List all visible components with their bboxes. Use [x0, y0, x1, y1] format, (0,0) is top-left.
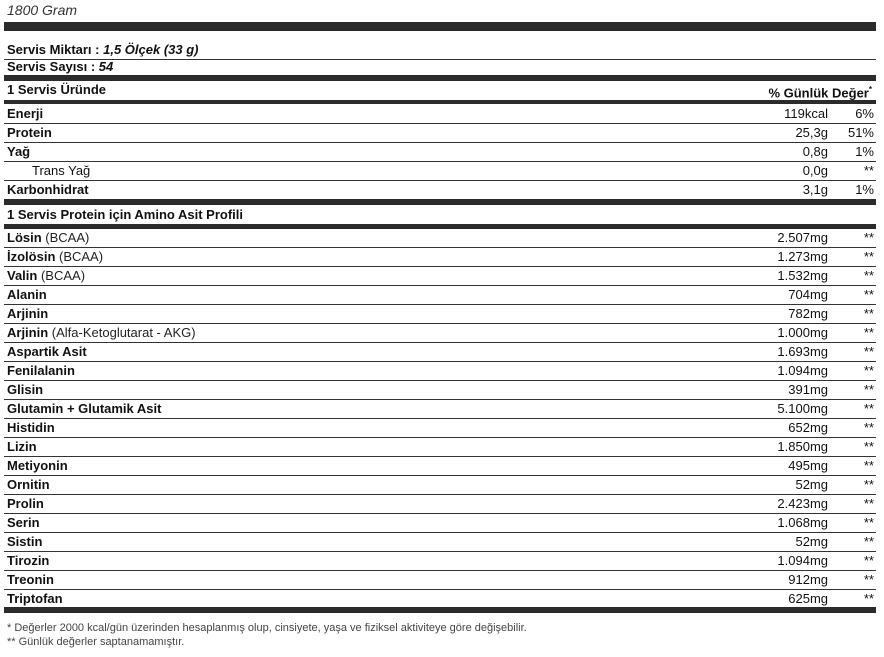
amino-acid-label: Sistin	[7, 534, 43, 549]
amino-row	[4, 247, 876, 266]
amino-row	[4, 494, 876, 513]
amino-acid-daily-value: **	[863, 553, 874, 568]
amino-acid-label: Histidin	[7, 420, 55, 435]
amino-row	[4, 551, 876, 570]
amino-acid-daily-value: **	[863, 496, 874, 511]
amino-acid-name	[7, 437, 37, 456]
amino-acid-label: Valin	[7, 268, 38, 283]
amino-row	[4, 380, 876, 399]
amino-acid-daily-value: **	[863, 249, 874, 264]
amino-acid-daily-value: **	[863, 306, 874, 321]
amino-row	[4, 304, 876, 323]
amino-acid-name	[7, 399, 161, 418]
amino-acid-name	[7, 494, 44, 513]
nutrition-row	[4, 161, 876, 180]
amino-acid-amount: 1.094mg	[777, 553, 828, 568]
amino-acid-name	[7, 361, 75, 380]
amino-row	[4, 532, 876, 551]
amino-acid-label: Glutamin + Glutamik Asit	[7, 401, 162, 416]
amino-acid-label: Metiyonin	[7, 458, 68, 473]
amino-acid-daily-value: **	[863, 230, 874, 245]
amino-row	[4, 589, 876, 608]
nutrient-name: Yağ	[7, 144, 31, 159]
amino-acid-label: Alanin	[7, 287, 47, 302]
amino-row	[4, 361, 876, 380]
amino-acid-name	[7, 342, 87, 361]
serving-size-value: 1,5 Ölçek (33 g)	[103, 42, 199, 57]
amino-acid-daily-value: **	[863, 268, 874, 283]
nutrient-name: Enerji	[7, 106, 44, 121]
amino-acid-label: Lösin	[7, 230, 42, 245]
amino-acid-amount: 1.273mg	[777, 249, 828, 264]
amino-acid-label: Aspartik Asit	[7, 344, 87, 359]
amino-acid-label: Prolin	[7, 496, 44, 511]
amino-acid-name	[7, 418, 55, 437]
amino-acid-label: Glisin	[7, 382, 44, 397]
amino-acid-daily-value: **	[863, 401, 874, 416]
amino-acid-label: Triptofan	[7, 591, 63, 606]
amino-acid-label: Ornitin	[7, 477, 50, 492]
amino-acid-name	[7, 304, 48, 323]
amino-acid-amount: 1.094mg	[777, 363, 828, 378]
nutrition-row	[4, 180, 876, 199]
divider-thick	[4, 607, 876, 613]
amino-row	[4, 399, 876, 418]
amino-acid-amount: 52mg	[795, 534, 828, 549]
amino-acid-label: İzolösin	[7, 249, 56, 264]
amino-acid-daily-value: **	[863, 534, 874, 549]
amino-acid-label: Lizin	[7, 439, 37, 454]
amino-acid-note: (BCAA)	[41, 230, 90, 245]
amino-acid-daily-value: **	[863, 325, 874, 340]
amino-acid-amount: 704mg	[788, 287, 828, 302]
nutrition-header-left: 1 Servis Üründe	[7, 82, 106, 97]
nutrient-amount: 119kcal	[784, 106, 828, 121]
amino-acid-note: (BCAA)	[55, 249, 104, 264]
amino-acid-daily-value: **	[863, 591, 874, 606]
amino-acid-name	[7, 228, 89, 247]
serving-count-row	[4, 57, 876, 76]
amino-acid-amount: 652mg	[788, 420, 828, 435]
amino-acid-name	[7, 323, 196, 342]
nutrient-name: Protein	[7, 125, 52, 140]
divider-thick	[4, 22, 876, 31]
nutrient-amount: 25,3g	[795, 125, 828, 140]
amino-acid-amount: 391mg	[788, 382, 828, 397]
amino-acid-note: (Alfa-Ketoglutarat - AKG)	[48, 325, 196, 340]
amino-acid-name	[7, 475, 50, 494]
amino-acid-amount: 52mg	[795, 477, 828, 492]
nutrient-daily-value: 6%	[855, 106, 874, 121]
package-size: 1800 Gram	[7, 2, 78, 18]
amino-row	[4, 418, 876, 437]
amino-row	[4, 342, 876, 361]
nutrition-row	[4, 123, 876, 142]
amino-acid-daily-value: **	[863, 515, 874, 530]
amino-header: 1 Servis Protein için Amino Asit Profili	[7, 207, 243, 222]
nutrient-daily-value: **	[863, 163, 874, 178]
amino-acid-daily-value: **	[863, 572, 874, 587]
amino-row	[4, 513, 876, 532]
serving-count-value: 54	[98, 59, 114, 74]
nutrient-amount: 3,1g	[802, 182, 828, 197]
amino-row	[4, 323, 876, 342]
amino-acid-label: Arjinin	[7, 325, 49, 340]
amino-acid-daily-value: **	[863, 287, 874, 302]
amino-acid-daily-value: **	[863, 344, 874, 359]
amino-acid-name	[7, 532, 42, 551]
amino-acid-amount: 1.068mg	[777, 515, 828, 530]
amino-acid-label: Fenilalanin	[7, 363, 75, 378]
nutrient-daily-value: 1%	[855, 144, 874, 159]
amino-acid-amount: 1.850mg	[777, 439, 828, 454]
amino-acid-amount: 1.532mg	[777, 268, 828, 283]
amino-acid-amount: 625mg	[788, 591, 828, 606]
amino-acid-daily-value: **	[863, 439, 874, 454]
nutrient-daily-value: 1%	[855, 182, 874, 197]
amino-acid-daily-value: **	[863, 458, 874, 473]
nutrient-daily-value: 51%	[847, 125, 874, 140]
amino-row	[4, 456, 876, 475]
amino-acid-name	[7, 589, 63, 608]
amino-acid-name	[7, 570, 54, 589]
amino-acid-label: Serin	[7, 515, 40, 530]
serving-size-label: Servis Miktarı :	[7, 42, 100, 57]
serving-count-label: Servis Sayısı :	[7, 59, 96, 74]
amino-acid-name	[7, 285, 47, 304]
amino-acid-amount: 2.507mg	[777, 230, 828, 245]
amino-row	[4, 437, 876, 456]
daily-value-asterisk: *	[868, 85, 872, 94]
nutrition-row	[4, 104, 876, 123]
amino-acid-name	[7, 380, 43, 399]
amino-acid-amount: 5.100mg	[777, 401, 828, 416]
amino-acid-daily-value: **	[863, 363, 874, 378]
amino-acid-amount: 495mg	[788, 458, 828, 473]
amino-acid-daily-value: **	[863, 382, 874, 397]
footnote-2: ** Günlük değerler saptanamamıştır.	[7, 636, 185, 648]
amino-acid-label: Arjinin	[7, 306, 49, 321]
amino-acid-amount: 782mg	[788, 306, 828, 321]
amino-row	[4, 570, 876, 589]
amino-acid-name	[7, 513, 40, 532]
amino-row	[4, 285, 876, 304]
amino-acid-label: Tirozin	[7, 553, 50, 568]
amino-acid-amount: 1.693mg	[777, 344, 828, 359]
amino-acid-label: Treonin	[7, 572, 54, 587]
amino-row	[4, 266, 876, 285]
daily-value-header: % Günlük Değer	[768, 85, 869, 101]
amino-acid-name	[7, 551, 49, 570]
nutrition-header-row	[4, 80, 876, 99]
amino-acid-name	[7, 247, 103, 266]
amino-acid-name	[7, 456, 68, 475]
amino-row	[4, 228, 876, 247]
nutrient-amount: 0,8g	[802, 144, 828, 159]
nutrient-amount: 0,0g	[802, 163, 828, 178]
nutrient-name: Karbonhidrat	[7, 182, 89, 197]
amino-acid-amount: 1.000mg	[777, 325, 828, 340]
nutrient-name: Trans Yağ	[32, 163, 91, 178]
amino-header-row	[4, 205, 876, 224]
footnote-1: * Değerler 2000 kcal/gün üzerinden hesaplanmış olup, cinsiyete, yaşa ve fiziksel aktiviteye göre değişebilir.	[7, 622, 527, 634]
amino-acid-name	[7, 266, 85, 285]
amino-row	[4, 475, 876, 494]
amino-acid-daily-value: **	[863, 420, 874, 435]
amino-acid-daily-value: **	[863, 477, 874, 492]
amino-acid-note: (BCAA)	[37, 268, 86, 283]
nutrition-row	[4, 142, 876, 161]
amino-acid-amount: 2.423mg	[777, 496, 828, 511]
amino-acid-amount: 912mg	[788, 572, 828, 587]
